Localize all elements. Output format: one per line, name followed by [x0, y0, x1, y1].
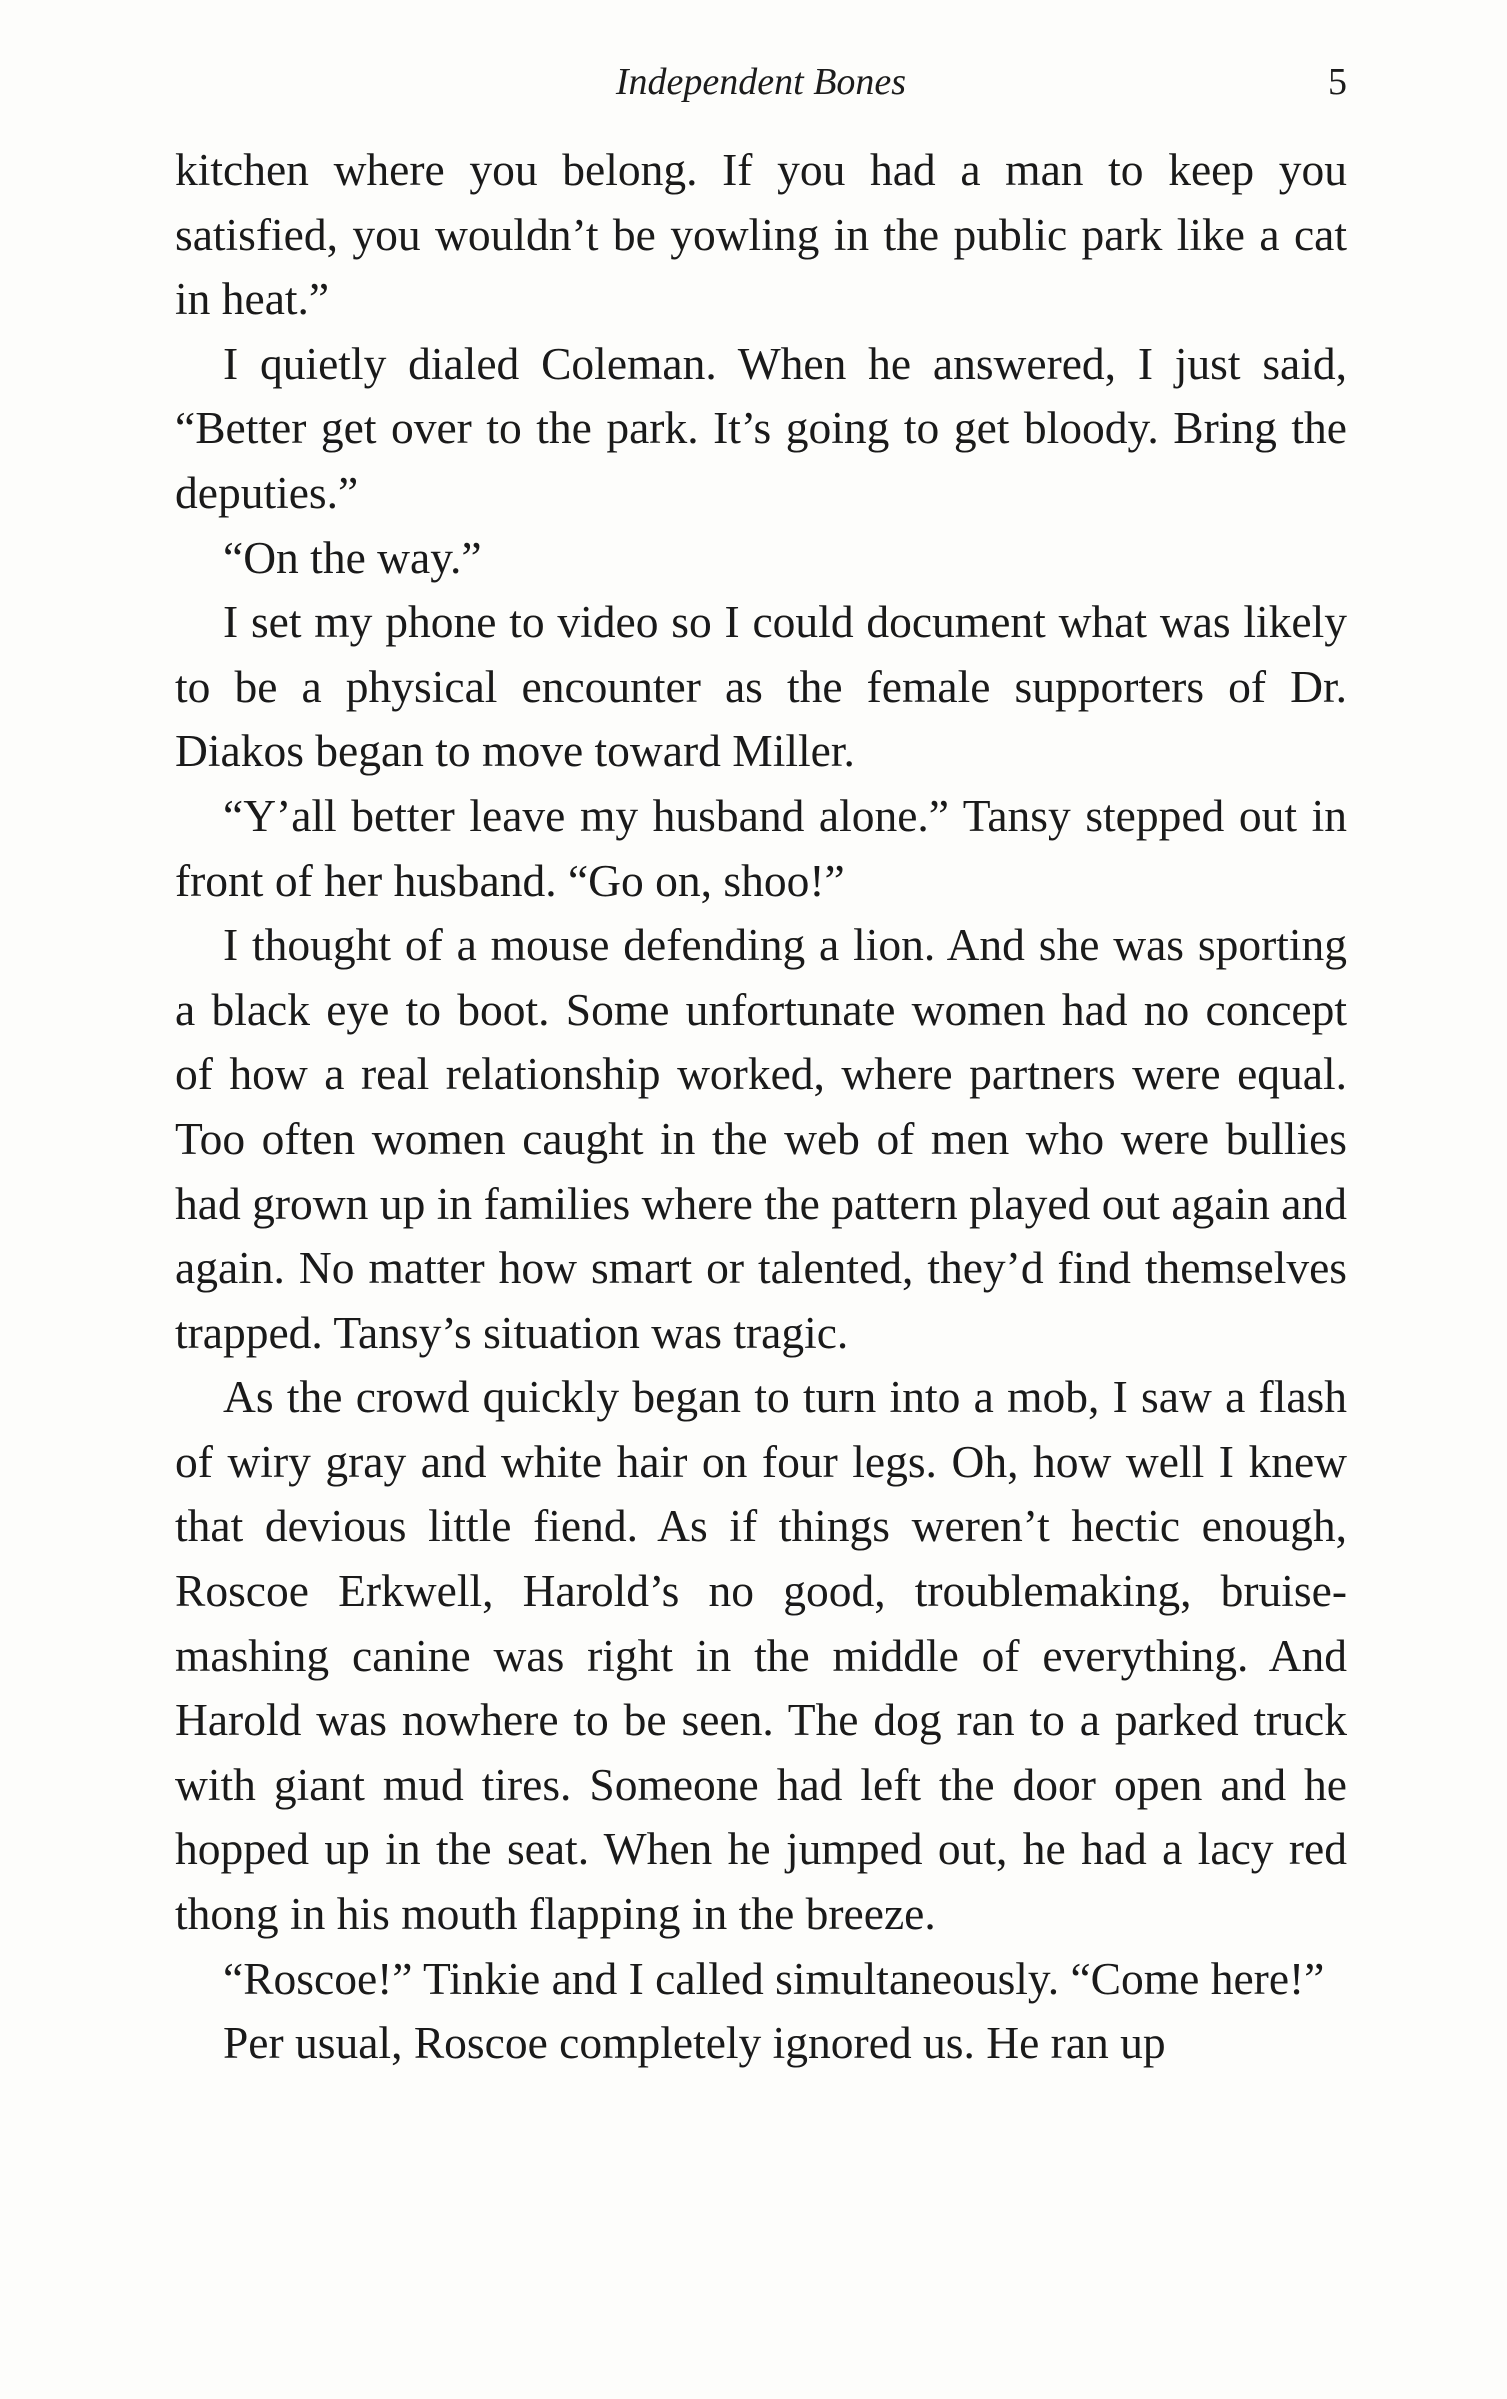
paragraph: “On the way.”	[223, 531, 482, 583]
paragraph: “Roscoe!” Tinkie and I called simultaneously. “Come here!”	[223, 1952, 1325, 2004]
paragraph: kitchen where you belong. If you had a man to keep you satisfied, you wouldn’t be yowling in the public park like a cat in heat.”	[175, 144, 1347, 325]
running-header	[175, 52, 1347, 112]
paragraph: I set my phone to video so I could document what was likely to be a physical encounter as the female supporters of Dr. Diakos began to move toward Miller.	[175, 596, 1347, 777]
paragraph: As the crowd quickly began to turn into a mob, I saw a flash of wiry gray and white hair on four legs. Oh, how well I knew that devious little fiend. As if things weren’t hectic enough, Roscoe Erkwell, Harold’s no good, troublemaking, bruise-mashing canine was right in the middle of everything. And Harold was nowhere to be seen. The dog ran to a parked truck with giant mud tires. Someone had left the door open and he hopped up in the seat. When he jumped out, he had a lacy red thong in his mouth flapping in the breeze.	[175, 1371, 1347, 1940]
paragraph: “Y’all better leave my husband alone.” Tansy stepped out in front of her husband. “Go on, shoo!”	[175, 789, 1347, 906]
running-title: Independent Bones	[615, 61, 907, 103]
body-text	[175, 138, 1347, 2076]
paragraph: I thought of a mouse defending a lion. And she was sporting a black eye to boot. Some unfortunate women had no concept of how a real relationship worked, where partners were equal. Too often women caught in the web of men who were bullies had grown up in families where the pattern played out again and again. No matter how smart or talented, they’d find themselves trapped. Tansy’s situation was tragic.	[175, 919, 1347, 1358]
paragraph: Per usual, Roscoe completely ignored us. He ran up	[223, 2017, 1166, 2069]
paragraph: I quietly dialed Coleman. When he answered, I just said, “Better get over to the park. It’s going to get bloody. Bring the deputies.”	[175, 337, 1347, 518]
page-number: 5	[1328, 61, 1347, 103]
